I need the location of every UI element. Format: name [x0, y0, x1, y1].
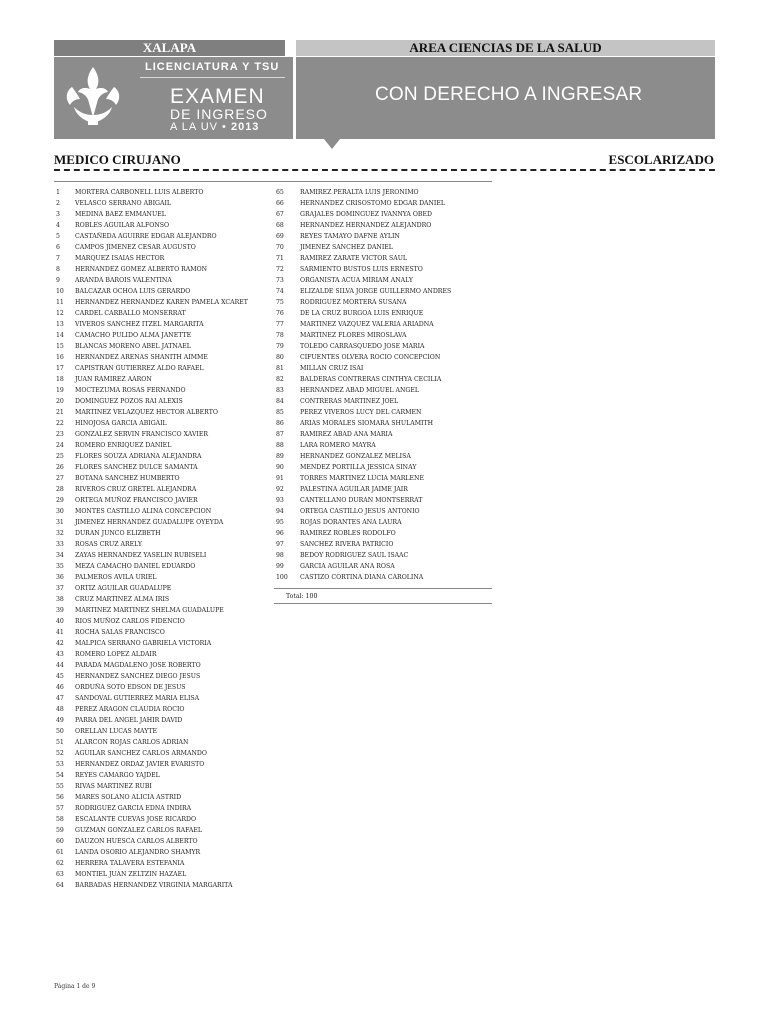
- list-item-number: 78: [276, 332, 284, 339]
- list-item-name: RODRIGUEZ GARCIA EDNA INDIRA: [75, 805, 192, 812]
- list-item-number: 59: [56, 827, 64, 834]
- list-item-number: 31: [56, 519, 64, 526]
- list-item-name: LANDA OSORIO ALEJANDRO SHAMYR: [75, 849, 201, 856]
- list-item-name: CARDEL CARBALLO MONSERRAT: [75, 310, 186, 317]
- list-item-number: 62: [56, 860, 64, 867]
- list-item-name: HERNANDEZ ABAD MIGUEL ANGEL: [300, 387, 420, 394]
- list-item-name: DURAN JUNCO ELIZBETH: [75, 530, 161, 537]
- list-item-name: MORTERA CARBONELL LUIS ALBERTO: [75, 189, 204, 196]
- list-item-number: 65: [276, 189, 284, 196]
- list-item-number: 39: [56, 607, 64, 614]
- list-item-name: ZAYAS HERNANDEZ YASELIN RUBISELI: [75, 552, 207, 559]
- list-item-name: RIVAS MARTINEZ RUBI: [75, 783, 152, 790]
- list-item-number: 36: [56, 574, 64, 581]
- list-item-number: 15: [56, 343, 64, 350]
- total-count: Total: 100: [286, 593, 318, 600]
- list-item-number: 82: [276, 376, 284, 383]
- study-mode: ESCOLARIZADO: [608, 152, 714, 167]
- list-item-number: 7: [56, 255, 60, 262]
- list-item-number: 17: [56, 365, 64, 372]
- list-item-name: MALPICA SERRANO GABRIELA VICTORIA: [75, 640, 212, 647]
- list-item-number: 8: [56, 266, 60, 273]
- list-item-name: BOTANA SANCHEZ HUMBERTO: [75, 475, 180, 482]
- list-item-number: 100: [276, 574, 288, 581]
- list-item-number: 6: [56, 244, 60, 251]
- list-item-name: ORELLAN LUCAS MAYTE: [75, 728, 157, 735]
- list-item-number: 87: [276, 431, 284, 438]
- list-item-name: SANCHEZ RIVERA PATRICIO: [300, 541, 394, 548]
- list-item-number: 41: [56, 629, 64, 636]
- list-item-number: 94: [276, 508, 284, 515]
- list-item-name: MOCTEZUMA ROSAS FERNANDO: [75, 387, 186, 394]
- list-item-name: MARTINEZ VELAZQUEZ HECTOR ALBERTO: [75, 409, 218, 416]
- list-item-number: 30: [56, 508, 64, 515]
- list-item-number: 54: [56, 772, 64, 779]
- list-item-name: MARES SOLANO ALICIA ASTRID: [75, 794, 182, 801]
- list-item-number: 42: [56, 640, 64, 647]
- list-item-number: 83: [276, 387, 284, 394]
- list-item-name: MILLAN CRUZ ISAI: [300, 365, 364, 372]
- list-item-name: MEDINA BAEZ EMMANUEL: [75, 211, 166, 218]
- list-item-number: 3: [56, 211, 60, 218]
- list-item-name: ARIAS MORALES SIOMARA SHULAMITH: [300, 420, 433, 427]
- list-item-name: BARBADAS HERNANDEZ VIRGINIA MARGARITA: [75, 882, 233, 889]
- list-item-number: 74: [276, 288, 284, 295]
- list-item-name: HERNANDEZ ORDAZ JAVIER EVARISTO: [75, 761, 205, 768]
- list-item-number: 64: [56, 882, 64, 889]
- list-item-name: LARA ROMERO MAYRA: [300, 442, 376, 449]
- list-item-number: 49: [56, 717, 64, 724]
- list-item-number: 88: [276, 442, 284, 449]
- list-item-number: 13: [56, 321, 64, 328]
- list-item-number: 51: [56, 739, 64, 746]
- header-rule: [140, 77, 285, 78]
- list-item-name: MARTINEZ FLORES MIROSLAVA: [300, 332, 407, 339]
- list-item-name: ORDUÑA SOTO EDSON DE JESUS: [75, 684, 186, 691]
- list-item-name: PARRA DEL ANGEL JAHIR DAVID: [75, 717, 183, 724]
- list-item-number: 75: [276, 299, 284, 306]
- list-item-number: 72: [276, 266, 284, 273]
- list-item-number: 48: [56, 706, 64, 713]
- list-item-name: MARTINEZ VAZQUEZ VALERIA ARIADNA: [300, 321, 434, 328]
- list-item-number: 66: [276, 200, 284, 207]
- list-item-number: 91: [276, 475, 284, 482]
- list-item-name: PEREZ VIVEROS LUCY DEL CARMEN: [300, 409, 422, 416]
- list-item-name: JIMENEZ SANCHEZ DANIEL: [300, 244, 393, 251]
- list-item-name: ESCALANTE CUEVAS JOSE RICARDO: [75, 816, 197, 823]
- list-item-number: 27: [56, 475, 64, 482]
- list-item-name: TORRES MARTINEZ LUCIA MARLENE: [300, 475, 424, 482]
- list-item-name: CRUZ MARTINEZ ALMA IRIS: [75, 596, 170, 603]
- list-item-name: MENDEZ PORTILLA JESSICA SINAY: [300, 464, 417, 471]
- year-text: 2013: [230, 121, 260, 133]
- area-label: AREA CIENCIAS DE LA SALUD: [296, 40, 715, 56]
- list-item-number: 71: [276, 255, 284, 262]
- list-item-number: 35: [56, 563, 64, 570]
- list-item-number: 63: [56, 871, 64, 878]
- list-item-name: HERNANDEZ ARENAS SHANITH AIMME: [75, 354, 208, 361]
- list-item-name: ORTIZ AGUILAR GUADALUPE: [75, 585, 172, 592]
- list-item-number: 50: [56, 728, 64, 735]
- list-item-name: ORTEGA MUÑOZ FRANCISCO JAVIER: [75, 497, 198, 504]
- list-item-number: 76: [276, 310, 284, 317]
- campus-label: XALAPA: [54, 40, 285, 56]
- list-item-name: GUZMAN GONZALEZ CARLOS RAFAEL: [75, 827, 202, 834]
- de-ingreso-label: DE INGRESO: [170, 106, 268, 122]
- list-item-number: 90: [276, 464, 284, 471]
- list-item-name: HERNANDEZ GONZALEZ MELISA: [300, 453, 411, 460]
- list-item-name: HERNANDEZ SANCHEZ DIEGO JESUS: [75, 673, 201, 680]
- list-item-name: HINOJOSA GARCIA ABIGAIL: [75, 420, 167, 427]
- list-item-name: RAMIREZ PERALTA LUIS JERONIMO: [300, 189, 419, 196]
- list-item-number: 16: [56, 354, 64, 361]
- list-item-name: ORTEGA CASTILLO JESUS ANTONIO: [300, 508, 420, 515]
- list-item-name: CAMPOS JIMENEZ CESAR AUGUSTO: [75, 244, 196, 251]
- list-item-name: GONZALEZ SERVIN FRANCISCO XAVIER: [75, 431, 209, 438]
- list-item-number: 98: [276, 552, 284, 559]
- list-item-number: 93: [276, 497, 284, 504]
- list-item-number: 97: [276, 541, 284, 548]
- list-item-number: 79: [276, 343, 284, 350]
- list-item-number: 33: [56, 541, 64, 548]
- list-item-name: CANTELLANO DURAN MONTSERRAT: [300, 497, 423, 504]
- list-item-number: 11: [56, 299, 64, 306]
- list-item-name: JUAN RAMIREZ AARON: [75, 376, 152, 383]
- list-item-number: 86: [276, 420, 284, 427]
- list-item-name: PALMEROS AVILA URIEL: [75, 574, 157, 581]
- list-item-name: VELASCO SERRANO ABIGAIL: [75, 200, 171, 207]
- list-item-number: 60: [56, 838, 64, 845]
- list-item-name: HERNANDEZ CRISOSTOMO EDGAR DANIEL: [300, 200, 446, 207]
- list-item-name: CAMACHO PULIDO ALMA JANETTE: [75, 332, 192, 339]
- list-item-number: 23: [56, 431, 64, 438]
- list-item-number: 47: [56, 695, 64, 702]
- list-item-name: MONTES CASTILLO ALINA CONCEPCION: [75, 508, 212, 515]
- examen-label: EXAMEN: [170, 85, 265, 108]
- list-item-name: HERNANDEZ HERNANDEZ KAREN PAMELA XCARET: [75, 299, 248, 306]
- list-item-name: FLORES SOUZA ADRIANA ALEJANDRA: [75, 453, 202, 460]
- list-item-number: 9: [56, 277, 60, 284]
- list-item-name: DAUZON HUESCA CARLOS ALBERTO: [75, 838, 198, 845]
- list-item-name: RAMIREZ ABAD ANA MARIA: [300, 431, 393, 438]
- list-item-number: 19: [56, 387, 64, 394]
- list-item-number: 89: [276, 453, 284, 460]
- list-item-number: 70: [276, 244, 284, 251]
- list-item-name: ROMERO LOPEZ ALDAIR: [75, 651, 157, 658]
- page-title: CON DERECHO A INGRESAR: [375, 84, 643, 105]
- list-item-number: 26: [56, 464, 64, 471]
- list-top-rule: [54, 181, 492, 182]
- list-item-number: 85: [276, 409, 284, 416]
- list-item-number: 24: [56, 442, 64, 449]
- uv-logo-icon: [54, 57, 132, 139]
- list-item-number: 2: [56, 200, 60, 207]
- list-item-name: HERNANDEZ GOMEZ ALBERTO RAMON: [75, 266, 208, 273]
- list-item-number: 55: [56, 783, 64, 790]
- list-item-name: HERRERA TALAVERA ESTEFANIA: [75, 860, 185, 867]
- list-item-number: 67: [276, 211, 284, 218]
- list-item-number: 21: [56, 409, 64, 416]
- list-item-name: FLORES SANCHEZ DULCE SAMANTA: [75, 464, 198, 471]
- list-item-name: BALDERAS CONTRERAS CINTHYA CECILIA: [300, 376, 442, 383]
- total-top-rule: [274, 588, 492, 589]
- uv-year-label: [170, 121, 259, 133]
- list-item-name: REYES TAMAYO DAFNE AYLIN: [300, 233, 400, 240]
- arrow-down-icon: [324, 139, 340, 149]
- list-item-number: 43: [56, 651, 64, 658]
- list-item-name: RODRIGUEZ MORTERA SUSANA: [300, 299, 407, 306]
- list-item-number: 44: [56, 662, 64, 669]
- list-item-name: SANDOVAL GUTIERREZ MARIA ELISA: [75, 695, 200, 702]
- list-item-name: MARTINEZ MARTINEZ SHELMA GUADALUPE: [75, 607, 224, 614]
- list-item-name: PEREZ ARAGON CLAUDIA ROCIO: [75, 706, 185, 713]
- list-item-name: ROBLES AGUILAR ALFONSO: [75, 222, 170, 229]
- list-item-name: ALARCON ROJAS CARLOS ADRIAN: [75, 739, 189, 746]
- list-item-number: 61: [56, 849, 64, 856]
- list-item-number: 29: [56, 497, 64, 504]
- list-item-name: ELIZALDE SILVA JORGE GUILLERMO ANDRES: [300, 288, 452, 295]
- list-item-name: RAMIREZ ZARATE VICTOR SAUL: [300, 255, 408, 262]
- list-item-number: 38: [56, 596, 64, 603]
- list-item-number: 5: [56, 233, 60, 240]
- list-item-number: 32: [56, 530, 64, 537]
- list-item-number: 45: [56, 673, 64, 680]
- list-item-name: CIFUENTES OLVERA ROCIO CONCEPCION: [300, 354, 441, 361]
- total-bottom-rule: [274, 603, 492, 604]
- list-item-number: 46: [56, 684, 64, 691]
- list-item-number: 4: [56, 222, 60, 229]
- a-la-uv-text: A LA UV •: [170, 121, 227, 133]
- list-item-name: AGUILAR SANCHEZ CARLOS ARMANDO: [75, 750, 207, 757]
- list-item-name: BALCAZAR OCHOA LUIS GERARDO: [75, 288, 191, 295]
- licenciatura-label: LICENCIATURA Y TSU: [145, 61, 280, 73]
- list-item-number: 81: [276, 365, 284, 372]
- list-item-name: PALESTINA AGUILAR JAIME JAIR: [300, 486, 408, 493]
- list-item-name: HERNANDEZ HERNANDEZ ALEJANDRO: [300, 222, 432, 229]
- list-item-name: CAPISTRAN GUTIERREZ ALDO RAFAEL: [75, 365, 204, 372]
- list-item-number: 68: [276, 222, 284, 229]
- dashed-divider: [54, 169, 715, 171]
- list-item-number: 10: [56, 288, 64, 295]
- list-item-name: REYES CAMARGO YAJDEL: [75, 772, 160, 779]
- list-item-name: CASTIZO CORTINA DIANA CAROLINA: [300, 574, 424, 581]
- list-item-number: 14: [56, 332, 64, 339]
- list-item-name: MONTIEL JUAN ZELTZIN HAZAEL: [75, 871, 187, 878]
- list-item-number: 25: [56, 453, 64, 460]
- list-item-name: RIVEROS CRUZ GRETEL ALEJANDRA: [75, 486, 197, 493]
- list-item-number: 80: [276, 354, 284, 361]
- list-item-name: ROCHA SALAS FRANCISCO: [75, 629, 165, 636]
- list-item-name: RIOS MUÑOZ CARLOS FIDENCIO: [75, 618, 185, 625]
- list-item-number: 34: [56, 552, 64, 559]
- list-item-name: TOLEDO CARRASQUEDO JOSE MARIA: [300, 343, 425, 350]
- list-item-number: 95: [276, 519, 284, 526]
- list-item-name: VIVEROS SANCHEZ ITZEL MARGARITA: [75, 321, 204, 328]
- page-footer: Página 1 de 9: [54, 983, 96, 990]
- list-item-name: GARCIA AGUILAR ANA ROSA: [300, 563, 395, 570]
- list-item-name: ROJAS DORANTES ANA LAURA: [300, 519, 402, 526]
- list-item-name: ARANDA BAROIS VALENTINA: [75, 277, 172, 284]
- list-item-number: 37: [56, 585, 64, 592]
- list-item-name: BEDOY RODRIGUEZ SAUL ISAAC: [300, 552, 409, 559]
- list-item-name: SARMIENTO BUSTOS LUIS ERNESTO: [300, 266, 423, 273]
- list-item-number: 22: [56, 420, 64, 427]
- list-item-number: 96: [276, 530, 284, 537]
- list-item-name: PARADA MAGDALENO JOSE ROBERTO: [75, 662, 201, 669]
- list-item-name: GRAJALES DOMINGUEZ IVANNYA OBED: [300, 211, 432, 218]
- list-item-name: JIMENEZ HERNANDEZ GUADALUPE OYEYDA: [75, 519, 224, 526]
- list-item-name: ROSAS CRUZ ARELY: [75, 541, 142, 548]
- list-item-number: 18: [56, 376, 64, 383]
- list-item-number: 69: [276, 233, 284, 240]
- list-item-name: CASTAÑEDA AGUIRRE EDGAR ALEJANDRO: [75, 233, 217, 240]
- list-item-number: 52: [56, 750, 64, 757]
- list-item-name: DOMINGUEZ POZOS RAI ALEXIS: [75, 398, 183, 405]
- list-item-number: 28: [56, 486, 64, 493]
- header-divider: [293, 57, 296, 139]
- list-item-name: BLANCAS MORENO ABEL JATNAEL: [75, 343, 191, 350]
- list-item-number: 92: [276, 486, 284, 493]
- list-item-name: RAMIREZ ROBLES RODOLFO: [300, 530, 396, 537]
- list-item-number: 99: [276, 563, 284, 570]
- list-item-name: ROMERO ENRIQUEZ DANIEL: [75, 442, 172, 449]
- list-item-number: 73: [276, 277, 284, 284]
- list-item-number: 77: [276, 321, 284, 328]
- list-item-number: 1: [56, 189, 60, 196]
- list-item-name: MARQUEZ ISAIAS HECTOR: [75, 255, 165, 262]
- career-name: MEDICO CIRUJANO: [54, 152, 181, 167]
- list-item-name: CONTRERAS MARTINEZ JOEL: [300, 398, 399, 405]
- list-item-number: 53: [56, 761, 64, 768]
- list-item-name: ORGANISTA ACUA MIRIAM ANALY: [300, 277, 413, 284]
- list-item-number: 56: [56, 794, 64, 801]
- list-item-number: 12: [56, 310, 64, 317]
- list-item-number: 57: [56, 805, 64, 812]
- list-item-number: 20: [56, 398, 64, 405]
- list-item-name: MEZA CAMACHO DANIEL EDUARDO: [75, 563, 196, 570]
- list-item-number: 40: [56, 618, 64, 625]
- list-item-name: DE LA CRUZ BURGOA LUIS ENRIQUE: [300, 310, 424, 317]
- list-item-number: 84: [276, 398, 284, 405]
- list-item-number: 58: [56, 816, 64, 823]
